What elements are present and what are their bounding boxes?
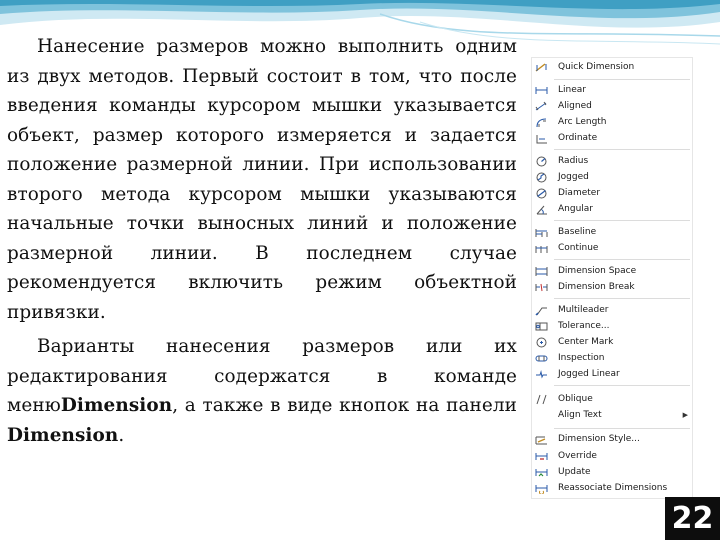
linear-icon [532, 83, 550, 97]
menu-item-dimension-space[interactable]: Dimension Space [532, 264, 692, 278]
menu-item-override[interactable]: Override [532, 449, 692, 463]
menu-item-ordinate[interactable]: Ordinate [532, 131, 692, 145]
dimension-break-icon [532, 280, 550, 294]
menu-item-dimension-style[interactable]: Dimension Style... [532, 432, 692, 446]
oblique-icon [532, 392, 550, 406]
menu-item-quick-dimension[interactable]: Quick Dimension [532, 60, 692, 74]
inspection-icon [532, 351, 550, 365]
menu-item-align-text[interactable]: Align Text ▶ [532, 408, 692, 422]
menu-item-aligned[interactable]: Aligned [532, 99, 692, 113]
diameter-icon [532, 186, 550, 200]
menu-item-baseline[interactable]: Baseline [532, 225, 692, 239]
menu-separator [554, 428, 690, 429]
multileader-icon [532, 303, 550, 317]
dimension-term-1: Dimension [60, 395, 173, 416]
menu-separator [554, 259, 690, 260]
menu-item-arc-length[interactable]: Arc Length [532, 115, 692, 129]
menu-separator [554, 79, 690, 80]
reassociate-dimensions-icon [532, 481, 550, 495]
paragraph-2 [7, 332, 517, 450]
paragraph-1: Нанесение размеров можно выполнить одним из двух методов. Первый состоит в том, что после введения команды курсором мышки указывается объект, размер которого измеряется и задается положение размерной линии. При использовании второго метода курсором мышки указываются начальные точки выносных линий и положение размерной линии. В последнем случае рекомендуется включить режим объектной привязки. [7, 36, 517, 323]
menu-item-diameter[interactable]: Diameter [532, 186, 692, 200]
paragraph-2-start: Варианты нанесения размеров или их редактирования содержатся в команде меню [7, 336, 517, 416]
jogged-linear-icon [532, 367, 550, 381]
menu-item-linear[interactable]: Linear [532, 83, 692, 97]
paragraph-2-middle: , а также в виде кнопок на панели [172, 395, 517, 416]
menu-item-dimension-break[interactable]: Dimension Break [532, 280, 692, 294]
menu-separator [554, 298, 690, 299]
menu-item-inspection[interactable]: Inspection [532, 351, 692, 365]
menu-separator [554, 385, 690, 386]
baseline-icon [532, 225, 550, 239]
jogged-icon [532, 170, 550, 184]
tolerance-icon [532, 319, 550, 333]
menu-item-oblique[interactable]: Oblique [532, 392, 692, 406]
body-text [7, 32, 517, 455]
align-text-icon [532, 408, 550, 422]
dimension-space-icon [532, 264, 550, 278]
paragraph-2-end: . [118, 424, 125, 446]
radius-icon [532, 154, 550, 168]
dimension-term-2: Dimension [7, 424, 119, 446]
menu-separator [554, 149, 690, 150]
menu-item-radius[interactable]: Radius [532, 154, 692, 168]
menu-item-angular[interactable]: Angular [532, 202, 692, 216]
aligned-icon [532, 99, 550, 113]
center-mark-icon [532, 335, 550, 349]
menu-item-jogged-linear[interactable]: Jogged Linear [532, 367, 692, 381]
dimension-menu [531, 57, 693, 499]
menu-item-jogged[interactable]: Jogged [532, 170, 692, 184]
menu-item-continue[interactable]: Continue [532, 241, 692, 255]
menu-item-tolerance[interactable]: Tolerance... [532, 319, 692, 333]
angular-icon [532, 202, 550, 216]
dimension-style-icon [532, 432, 550, 446]
override-icon [532, 449, 550, 463]
menu-item-update[interactable]: Update [532, 465, 692, 479]
arc-length-icon [532, 115, 550, 129]
submenu-arrow-icon: ▶ [682, 411, 688, 419]
menu-item-center-mark[interactable]: Center Mark [532, 335, 692, 349]
ordinate-icon [532, 131, 550, 145]
menu-separator [554, 220, 690, 221]
continue-icon [532, 241, 550, 255]
page-number: 22 [665, 497, 720, 540]
update-icon [532, 465, 550, 479]
quick-dimension-icon [532, 60, 550, 74]
menu-item-multileader[interactable]: Multileader [532, 303, 692, 317]
menu-item-reassociate-dimensions[interactable]: Reassociate Dimensions [532, 481, 692, 495]
